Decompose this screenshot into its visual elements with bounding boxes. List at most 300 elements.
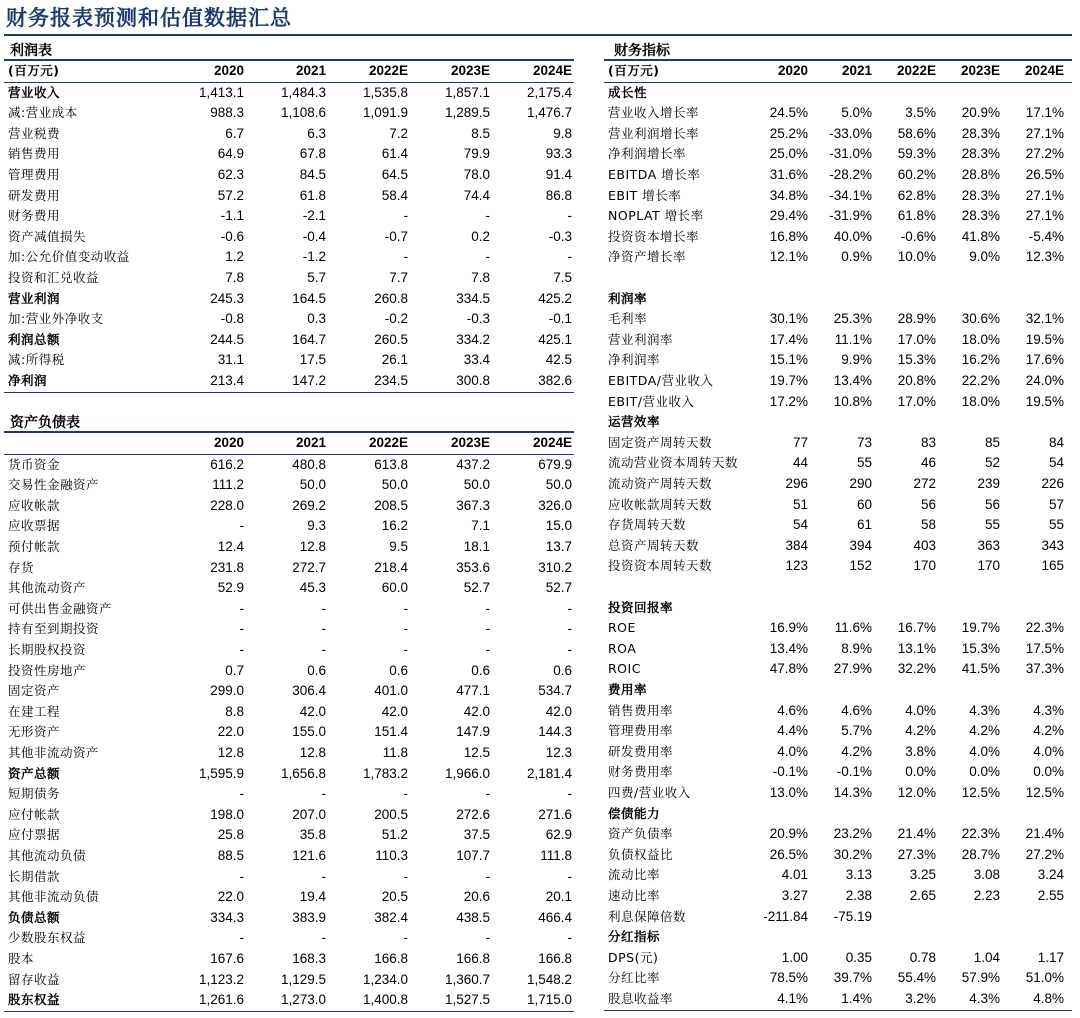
cell-value: - [239, 930, 244, 946]
cell-value: - [485, 642, 490, 657]
cell-value: 7.7 [389, 270, 408, 285]
cell-value: 27.2% [1025, 846, 1064, 862]
cell-value: 45.3 [299, 580, 326, 596]
cell-value: 9.0% [969, 249, 1000, 265]
row-label: 交易性金融资产 [8, 477, 100, 493]
title-rule [4, 34, 1072, 36]
cell-value: -75.19 [833, 908, 872, 924]
row-label: 减:营业成本 [8, 105, 78, 121]
cell-value: - [567, 600, 572, 616]
cell-value: - [567, 786, 572, 802]
cell-value: 61.8 [299, 187, 326, 203]
table-row [4, 949, 574, 970]
cell-value: 1,234.0 [362, 971, 408, 987]
table-row [604, 103, 1072, 124]
table-row [604, 124, 1072, 145]
row-label: 投资回报率 [608, 599, 674, 615]
cell-value: - [567, 621, 572, 637]
cell-value: - [403, 642, 408, 657]
cell-value: 151.4 [374, 724, 408, 740]
cell-value: 33.4 [463, 352, 490, 368]
cell-value: 12.5 [463, 745, 490, 760]
row-label: 其他流动资产 [8, 580, 87, 596]
cell-value: 50.0 [463, 477, 490, 493]
cell-value: 166.8 [456, 951, 490, 966]
row-label: EBIT/营业收入 [608, 393, 695, 409]
cell-value: 58 [920, 517, 936, 533]
section-subheading-row [604, 680, 1072, 701]
cell-value: 170 [977, 558, 1000, 574]
table-row [4, 928, 574, 949]
cell-value: -1.2 [302, 249, 326, 265]
cell-value: 2.55 [1037, 888, 1064, 903]
cell-value: 57.9% [961, 970, 1000, 986]
cell-value: 0.35 [845, 949, 872, 965]
cell-value: 3.13 [845, 867, 872, 883]
cell-value: 438.5 [456, 909, 490, 925]
cell-value: 4.3% [969, 702, 1000, 718]
cell-value: 22.3% [1025, 620, 1064, 636]
row-label: 股本 [8, 951, 35, 966]
cell-value: 52.9 [217, 580, 244, 596]
cell-value: 3.25 [909, 867, 936, 883]
cell-value: 4.2% [969, 723, 1000, 739]
table-row [4, 619, 574, 640]
cell-value: 16.7% [897, 620, 936, 636]
cell-value: 363 [977, 537, 1000, 553]
cell-value: -28.2% [829, 167, 872, 182]
table-row [4, 289, 574, 310]
cell-value: 17.2% [769, 393, 808, 409]
cell-value: 299.0 [210, 683, 244, 699]
cell-value: - [567, 642, 572, 657]
year-header: 2022E [368, 63, 408, 78]
cell-value: 91.4 [545, 167, 572, 182]
row-label: 股东权益 [8, 992, 61, 1008]
row-label: 股息收益率 [608, 991, 674, 1006]
cell-value: 44 [792, 455, 808, 471]
cell-value: 228.0 [210, 497, 244, 513]
row-label: 管理费用率 [608, 723, 674, 739]
cell-value: 326.0 [538, 497, 572, 513]
cell-value: 147.9 [456, 724, 490, 740]
cell-value: 12.4 [217, 539, 244, 554]
table-row [4, 640, 574, 661]
table-row [4, 371, 574, 392]
cell-value: 19.5% [1025, 331, 1064, 347]
cell-value: -0.1% [772, 764, 808, 780]
cell-value: - [239, 786, 244, 802]
cell-value: -5.4% [1028, 228, 1064, 244]
cell-value: 218.4 [374, 559, 408, 575]
cell-value: 30.2% [833, 846, 872, 862]
year-header: 2024E [1024, 63, 1064, 78]
cell-value: 12.0% [897, 785, 936, 800]
cell-value: 11.8 [382, 745, 408, 760]
table-row [604, 886, 1072, 907]
table-row [4, 165, 574, 186]
cell-value: 84 [1048, 434, 1064, 450]
cell-value: 93.3 [545, 146, 572, 162]
cell-value: - [485, 208, 490, 224]
cell-value: 306.4 [292, 683, 326, 699]
cell-value: 165 [1041, 558, 1064, 574]
cell-value: 16.2 [381, 518, 408, 534]
cell-value: 147.2 [292, 373, 326, 388]
row-label: 毛利率 [608, 311, 648, 327]
cell-value: 1,129.5 [280, 971, 326, 987]
cell-value: 226 [1041, 476, 1064, 491]
cell-value: - [321, 621, 326, 637]
cell-value: 111.8 [540, 848, 572, 863]
cell-value: 67.8 [299, 146, 326, 162]
cell-value: 403 [913, 537, 936, 553]
cell-value: 61.8% [897, 208, 936, 224]
table-row [4, 702, 574, 723]
table-row [4, 722, 574, 743]
cell-value: 164.5 [292, 290, 326, 306]
cell-value: 84.5 [299, 167, 326, 182]
cell-value: 12.3 [545, 745, 572, 760]
cell-value: 4.3% [969, 991, 1000, 1006]
cell-value: 1,476.7 [526, 105, 572, 121]
cell-value: 12.5% [1025, 785, 1064, 800]
row-label: 营业利润率 [608, 331, 674, 347]
cell-value: 35.8 [299, 827, 326, 843]
cell-value: 19.4 [299, 889, 326, 905]
cell-value: 2,181.4 [526, 765, 572, 781]
cell-value: - [403, 600, 408, 616]
cell-value: 155.0 [292, 724, 326, 740]
row-label: 利润率 [608, 290, 648, 306]
section-subheading-row [604, 412, 1072, 433]
cell-value: 22.2% [961, 373, 1000, 388]
cell-value: 27.1% [1025, 125, 1064, 141]
cell-value: 29.4% [769, 208, 808, 224]
table-row [4, 186, 574, 207]
cell-value: 4.6% [777, 702, 808, 718]
table-row [4, 309, 574, 330]
cell-value: 9.5 [389, 539, 408, 554]
cell-value: 28.3% [961, 125, 1000, 141]
cell-value: 1.4% [841, 991, 872, 1006]
table-row [604, 392, 1072, 413]
cell-value: 0.9% [841, 249, 872, 265]
year-header: 2023E [450, 435, 490, 450]
cell-value: 26.1 [381, 352, 408, 368]
row-label: 留存收益 [8, 971, 61, 987]
cell-value: 367.3 [456, 497, 490, 513]
row-label: 在建工程 [8, 703, 61, 719]
row-label: 销售费用 [8, 146, 61, 162]
cell-value: 0.2 [471, 228, 490, 244]
table-row [604, 495, 1072, 516]
table-row [4, 764, 574, 785]
table-row [4, 247, 574, 268]
cell-value: 1,108.6 [280, 105, 326, 121]
table-row [4, 144, 574, 165]
cell-value: 27.1% [1025, 187, 1064, 203]
cell-value: 0.6 [553, 662, 572, 678]
row-label: 短期债务 [8, 786, 61, 802]
cell-value: 0.7 [225, 662, 244, 678]
cell-value: 50.0 [545, 477, 572, 493]
cell-value: -34.1% [829, 187, 872, 203]
row-label: 投资和汇兑收益 [8, 270, 100, 285]
table-row [604, 907, 1072, 928]
cell-value: 22.0 [217, 724, 244, 740]
cell-value: 1,123.2 [198, 971, 244, 987]
cell-value: 7.8 [225, 270, 244, 285]
table-row [4, 805, 574, 826]
table-header-row [4, 61, 574, 82]
cell-value: 16.9% [769, 620, 808, 636]
cell-value: 3.2% [905, 991, 936, 1006]
cell-value: 27.2% [1025, 146, 1064, 162]
year-header: 2021 [841, 63, 872, 78]
cell-value: -0.4 [302, 228, 326, 244]
section-subheading-row [604, 289, 1072, 310]
cell-value: 12.8 [299, 745, 326, 760]
table-row [604, 268, 1072, 289]
row-label: 投资资本周转天数 [608, 558, 713, 574]
cell-value: 52.7 [545, 580, 572, 596]
row-label: 财务费用率 [608, 764, 674, 780]
cell-value: 28.8% [961, 167, 1000, 182]
cell-value: 25.2% [769, 125, 808, 141]
row-label: 长期股权投资 [8, 642, 87, 657]
year-header: 2022E [896, 63, 936, 78]
year-header: 2023E [960, 63, 1000, 78]
row-label: 资产负债率 [608, 826, 674, 842]
cell-value: 78.0 [463, 167, 490, 182]
balance-title: 资产负债表 [10, 415, 80, 431]
cell-value: 24.5% [769, 105, 808, 121]
section-subheading-row [604, 83, 1072, 104]
cell-value: 52.7 [463, 580, 490, 596]
table-row [604, 453, 1072, 474]
row-label: 减:所得税 [8, 352, 65, 368]
cell-value: 166.8 [538, 951, 572, 966]
cell-value: - [239, 600, 244, 616]
cell-value: -211.84 [763, 908, 808, 924]
table-row [4, 206, 574, 227]
cell-value: 269.2 [292, 497, 326, 513]
cell-value: 290 [849, 476, 872, 491]
cell-value: 7.8 [471, 270, 490, 285]
section-subheading-row [604, 804, 1072, 825]
cell-value: - [321, 868, 326, 884]
cell-value: 121.6 [292, 848, 326, 863]
cell-value: 1,783.2 [362, 765, 408, 781]
cell-value: 20.6 [463, 889, 490, 905]
table-row [4, 268, 574, 289]
row-label: 财务费用 [8, 208, 61, 224]
cell-value: - [321, 642, 326, 657]
cell-value: 8.9% [841, 640, 872, 656]
cell-value: 245.3 [210, 290, 244, 306]
table-row [4, 743, 574, 764]
year-header: 2021 [295, 63, 326, 78]
row-label: 少数股东权益 [8, 930, 87, 946]
cell-value: 56 [984, 496, 1000, 512]
cell-value: - [403, 208, 408, 224]
cell-value: 1,400.8 [362, 992, 408, 1008]
row-label: 其他非流动负债 [8, 889, 100, 905]
table-row [604, 556, 1072, 577]
cell-value: 39.7% [833, 970, 872, 986]
table-row [4, 83, 574, 104]
cell-value: 334.2 [456, 331, 490, 347]
table-row [4, 990, 574, 1011]
row-label: 研发费用率 [608, 743, 674, 759]
page-title: 财务报表预测和估值数据汇总 [6, 6, 292, 30]
cell-value: 4.2% [1033, 723, 1064, 739]
cell-value: -0.3 [466, 311, 490, 327]
cell-value: 477.1 [456, 683, 490, 699]
cell-value: - [567, 930, 572, 946]
cell-value: 0.78 [909, 949, 936, 965]
cell-value: 20.5 [381, 889, 408, 905]
cell-value: 17.0% [897, 393, 936, 409]
cell-value: 4.0% [905, 702, 936, 718]
cell-value: 296 [785, 476, 808, 491]
cell-value: 12.5% [961, 785, 1000, 800]
row-label: 流动营业资本周转天数 [608, 455, 739, 471]
row-label: 应付票据 [8, 827, 61, 843]
row-label: 流动资产周转天数 [608, 476, 713, 491]
cell-value: -0.3 [548, 228, 572, 244]
cell-value: - [239, 868, 244, 884]
row-label: 营业收入增长率 [608, 105, 700, 121]
cell-value: 41.5% [961, 661, 1000, 677]
year-header: 2020 [777, 63, 808, 78]
cell-value: - [321, 786, 326, 802]
cell-value: 170 [913, 558, 936, 574]
income-statement [4, 38, 574, 398]
table-row [604, 186, 1072, 207]
cell-value: 22.3% [961, 826, 1000, 842]
row-label: 管理费用 [8, 167, 61, 182]
table-row [604, 865, 1072, 886]
table-row [4, 825, 574, 846]
table-row [604, 742, 1072, 763]
cell-value: 425.2 [538, 290, 572, 306]
cell-value: 16.8% [769, 228, 808, 244]
table-row [604, 309, 1072, 330]
row-label: 无形资产 [8, 724, 61, 740]
table-row [604, 206, 1072, 227]
table-row [4, 784, 574, 805]
cell-value: 59.3% [897, 146, 936, 162]
cell-value: 11.1% [834, 331, 872, 347]
cell-value: 4.0% [1033, 743, 1064, 759]
table-row [4, 350, 574, 371]
cell-value: 1,535.8 [362, 84, 408, 100]
table-row [604, 639, 1072, 660]
row-label: EBIT 增长率 [608, 187, 682, 203]
cell-value: 41.8% [961, 228, 1000, 244]
row-label: 利息保障倍数 [608, 908, 687, 924]
row-label: 费用率 [608, 682, 648, 697]
row-label: 固定资产 [8, 683, 61, 699]
cell-value: -0.1 [548, 311, 572, 327]
cell-value: 271.6 [538, 806, 572, 822]
table-row [604, 618, 1072, 639]
row-label: 速动比率 [608, 888, 661, 903]
row-label: 货币资金 [8, 456, 61, 472]
cell-value: 19.7% [961, 620, 1000, 636]
cell-value: 28.3% [961, 146, 1000, 162]
table-row [604, 474, 1072, 495]
cell-value: 2,175.4 [526, 84, 572, 100]
row-label: 负债总额 [8, 909, 61, 925]
cell-value: - [567, 249, 572, 265]
cell-value: 10.8% [833, 393, 872, 409]
cell-value: 213.4 [210, 373, 244, 388]
cell-value: 51.0% [1025, 970, 1064, 986]
row-label: 预付帐款 [8, 539, 61, 554]
table-row [4, 103, 574, 124]
cell-value: 13.7 [545, 539, 572, 554]
cell-value: 425.1 [538, 331, 572, 347]
table-row [604, 165, 1072, 186]
cell-value: - [485, 786, 490, 802]
cell-value: 52 [984, 455, 1000, 471]
cell-value: 62.8% [897, 187, 936, 203]
table-row [604, 433, 1072, 454]
cell-value: 27.1% [1025, 208, 1064, 224]
row-label: 运营效率 [608, 414, 661, 430]
cell-value: -0.1% [836, 764, 872, 780]
cell-value: 19.7% [769, 373, 808, 388]
cell-value: 86.8 [545, 187, 572, 203]
row-label: ROA [608, 640, 637, 656]
table-header-row [4, 433, 574, 454]
cell-value: 2.38 [845, 888, 872, 903]
table-row [604, 247, 1072, 268]
cell-value: 18.1 [463, 539, 490, 554]
row-label: 资产减值损失 [8, 228, 87, 244]
cell-value: 480.8 [292, 456, 326, 472]
cell-value: -1.1 [220, 208, 244, 224]
cell-value: 17.1% [1025, 105, 1064, 121]
cell-value: 1,360.7 [444, 971, 490, 987]
cell-value: 55.4% [897, 970, 936, 986]
table-row [4, 681, 574, 702]
cell-value: 22.0 [217, 889, 244, 905]
table-row [604, 144, 1072, 165]
financial-ratios [604, 38, 1072, 1013]
row-label: 利润总额 [8, 331, 61, 347]
cell-value: 42.5 [545, 352, 572, 368]
row-label: NOPLAT 增长率 [608, 208, 704, 224]
cell-value: 20.1 [545, 889, 572, 905]
row-label: DPS(元) [608, 949, 659, 965]
cell-value: 1.17 [1037, 949, 1064, 965]
row-label: 加:公允价值变动收益 [8, 249, 130, 265]
cell-value: 21.4% [1025, 826, 1064, 842]
row-label: 偿债能力 [608, 805, 661, 821]
cell-value: 0.0% [969, 764, 1000, 780]
cell-value: 234.5 [374, 373, 408, 388]
cell-value: 3.5% [905, 105, 936, 121]
cell-value: 231.8 [210, 559, 244, 575]
cell-value: 23.2% [833, 826, 872, 842]
row-label: 长期借款 [8, 868, 61, 884]
cell-value: 25.8 [217, 827, 244, 843]
cell-value: 55 [984, 517, 1000, 533]
